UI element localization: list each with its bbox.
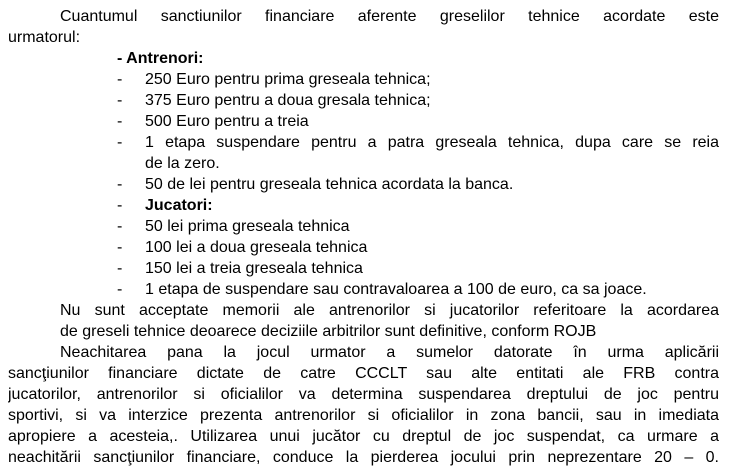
intro-line-1: Cuantumul sanctiunilor financiare aferente greselilor tehnice acordate este	[60, 8, 719, 25]
para3-line-2: sancţiunilor financiare dictate de catre CCCLT sau alte entitati ale FRB contra	[8, 365, 719, 382]
coach-item-1: 250 Euro pentru prima greseala tehnica;	[145, 71, 431, 88]
list-dash: -	[117, 260, 123, 277]
players-heading: Jucatori:	[145, 197, 213, 214]
player-item-4: 1 etapa de suspendare sau contravaloarea a 100 de euro, ca sa joace.	[145, 281, 647, 298]
coach-item-3: 500 Euro pentru a treia	[145, 113, 309, 130]
para3-line-5: apropiere a acesteia,. Utilizarea unui jucător cu dreptul de joc suspendat, ca urmare a	[8, 428, 719, 445]
coach-item-5: 50 de lei pentru greseala tehnica acordata la banca.	[145, 176, 514, 193]
para3-line-6: neachitării sancţiunilor financiare, conduce la pierderea jocului prin neprezentare 20 – 0.	[8, 449, 719, 466]
para3-line-4: sportivi, si va interzice prezenta antrenorilor si oficialilor in zona bancii, sau in imediata	[8, 407, 719, 424]
player-item-3: 150 lei a treia greseala tehnica	[145, 260, 363, 277]
coach-item-4-line-1: 1 etapa suspendare pentru a patra greseala tehnica, dupa care se reia	[145, 134, 719, 151]
list-dash: -	[117, 71, 123, 88]
list-dash: -	[117, 113, 123, 130]
coaches-heading: - Antrenori:	[117, 50, 204, 67]
coach-item-4-line-2: de la zero.	[145, 155, 220, 172]
list-dash: -	[117, 218, 123, 235]
list-dash: -	[117, 134, 123, 151]
para2-line-1: Nu sunt acceptate memorii ale antrenorilor si jucatorilor referitoare la acordarea	[60, 302, 719, 319]
list-dash: -	[117, 239, 123, 256]
list-dash: -	[117, 281, 123, 298]
list-dash: -	[117, 197, 123, 214]
list-dash: -	[117, 176, 123, 193]
player-item-2: 100 lei a doua greseala tehnica	[145, 239, 368, 256]
para3-line-1: Neachitarea pana la jocul urmator a sumelor datorate în urma aplicării	[60, 344, 719, 361]
para2-line-2: de greseli tehnice deoarece deciziile arbitrilor sunt definitive, conform ROJB	[60, 323, 597, 340]
list-dash: -	[117, 92, 123, 109]
coach-item-2: 375 Euro pentru a doua gresala tehnica;	[145, 92, 431, 109]
para3-line-3: jucatorilor, antrenorilor si oficialilor va determina suspendarea dreptului de joc pentru	[8, 386, 719, 403]
player-item-1: 50 lei prima greseala tehnica	[145, 218, 350, 235]
intro-line-2: urmatorul:	[8, 29, 81, 46]
